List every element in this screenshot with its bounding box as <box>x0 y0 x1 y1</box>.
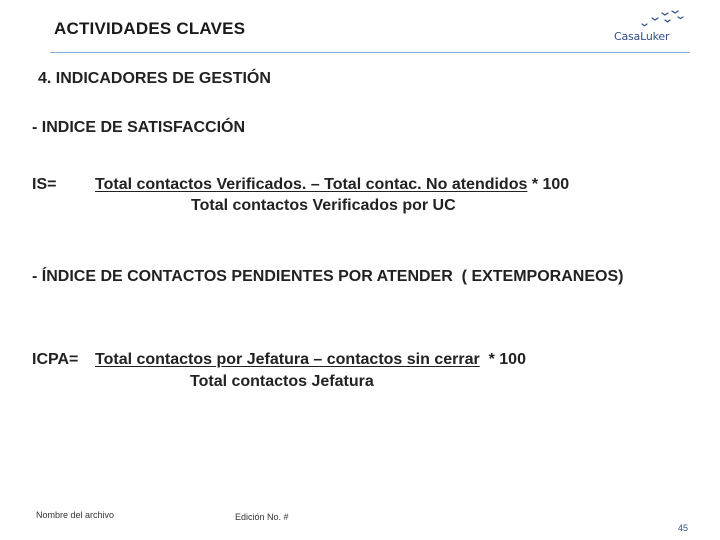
footer-file-name: Nombre del archivo <box>36 510 115 520</box>
formula-label-icpa: ICPA= <box>32 351 79 368</box>
numerator-text: Total contactos Verificados. – Total contac. No atendidos <box>95 176 528 193</box>
casaluker-logo <box>612 8 692 48</box>
multiplier-text: * 100 <box>527 176 570 193</box>
footer-edition: Edición No. # <box>235 512 289 522</box>
formula-numerator-icpa <box>95 351 526 369</box>
multiplier-text: * 100 <box>479 351 526 368</box>
page-number: 45 <box>678 523 689 533</box>
indicator-heading-pending: - ÍNDICE DE CONTACTOS PENDIENTES POR ATENDER ( EXTEMPORANEOS) <box>32 268 624 285</box>
formula-label-is: IS= <box>32 176 57 193</box>
header-divider <box>50 52 690 53</box>
formula-denominator-is: Total contactos Verificados por UC <box>191 197 456 214</box>
birds-icon <box>612 8 692 32</box>
logo-wordmark: CasaLuker <box>614 30 670 43</box>
numerator-text: Total contactos por Jefatura – contactos sin cerrar <box>95 351 480 368</box>
formula-numerator-is <box>95 176 569 194</box>
section-title: 4. INDICADORES DE GESTIÓN <box>38 70 271 87</box>
indicator-heading-satisfaction: - INDICE DE SATISFACCIÓN <box>32 119 246 136</box>
formula-denominator-icpa: Total contactos Jefatura <box>190 373 374 390</box>
slide-title: ACTIVIDADES CLAVES <box>54 19 246 38</box>
